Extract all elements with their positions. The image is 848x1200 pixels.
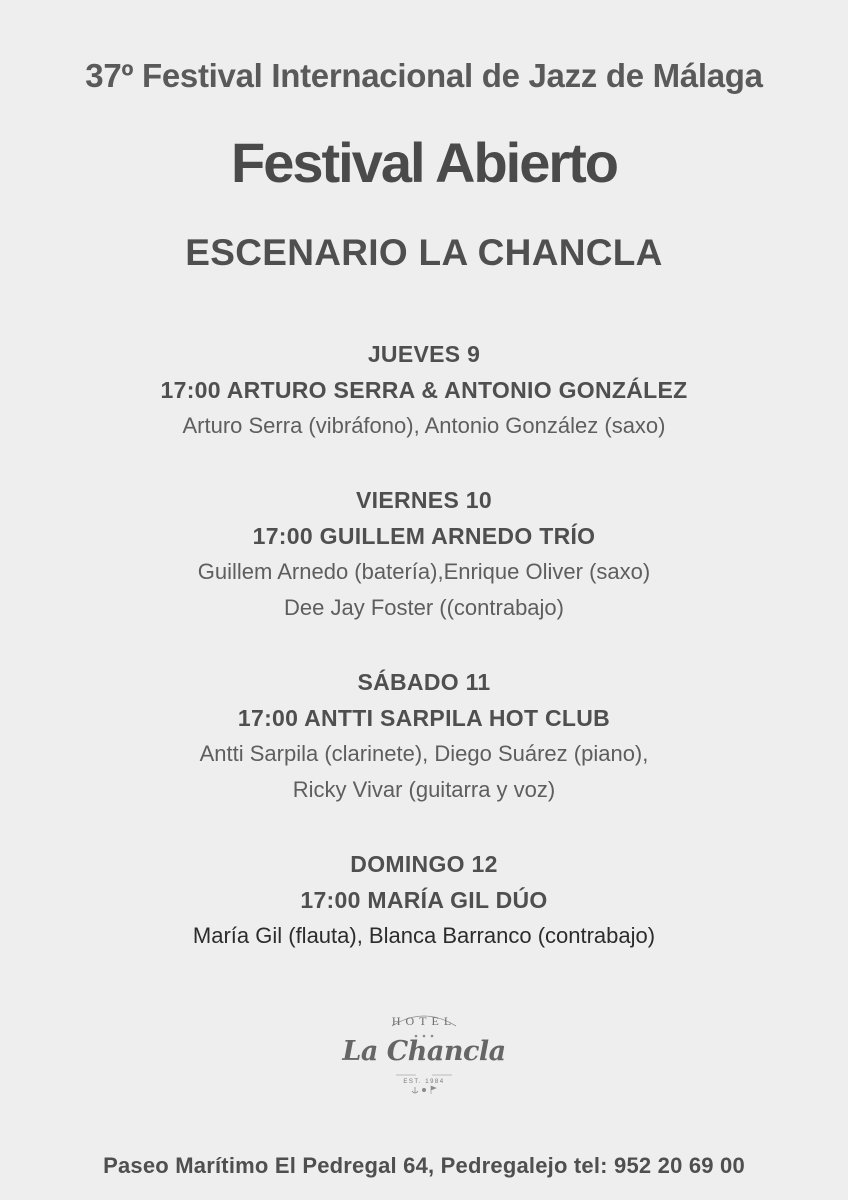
event-act: 17:00 ANTTI SARPILA HOT CLUB	[237, 705, 611, 731]
event-act: 17:00 ARTURO SERRA & ANTONIO GONZÁLEZ	[160, 377, 688, 403]
event-day: VIERNES 10	[356, 487, 492, 513]
anchor-icon	[412, 1087, 418, 1093]
event-lineup-line: Ricky Vivar (guitarra y voz)	[292, 777, 556, 802]
sun-icon	[422, 1088, 426, 1092]
event-act: 17:00 MARÍA GIL DÚO	[300, 887, 548, 913]
event-lineup-line: María Gil (flauta), Blanca Barranco (contrabajo)	[192, 923, 656, 948]
hotel-word: HOTEL	[391, 1014, 457, 1028]
event-day: SÁBADO 11	[357, 669, 491, 695]
hotel-name: La Chancla	[342, 1036, 506, 1067]
stage-title: ESCENARIO LA CHANCLA	[185, 232, 663, 273]
event-schedule	[0, 336, 848, 992]
event-day: DOMINGO 12	[350, 851, 498, 877]
event-sunday	[0, 846, 848, 954]
footer-address: Paseo Marítimo El Pedregal 64, Pedregalejo tel: 952 20 69 00	[103, 1153, 745, 1178]
event-friday	[0, 482, 848, 626]
event-lineup-line: Antti Sarpila (clarinete), Diego Suárez (piano),	[199, 741, 649, 766]
event-thursday	[0, 336, 848, 444]
event-lineup-line: Dee Jay Foster ((contrabajo)	[284, 595, 564, 620]
event-lineup-line: Arturo Serra (vibráfono), Antonio González (saxo)	[182, 413, 666, 438]
event-day: JUEVES 9	[367, 341, 481, 367]
festival-title: 37º Festival Internacional de Jazz de Málaga	[85, 57, 763, 94]
festival-abierto-logo	[0, 132, 848, 194]
event-saturday	[0, 664, 848, 808]
event-lineup-line: Guillem Arnedo (batería),Enrique Oliver (saxo)	[197, 559, 651, 584]
logo-text: Festival Abierto	[230, 131, 618, 194]
hotel-established: EST. 1984	[403, 1079, 445, 1085]
event-act: 17:00 GUILLEM ARNEDO TRÍO	[252, 523, 596, 549]
flag-icon	[431, 1086, 436, 1094]
